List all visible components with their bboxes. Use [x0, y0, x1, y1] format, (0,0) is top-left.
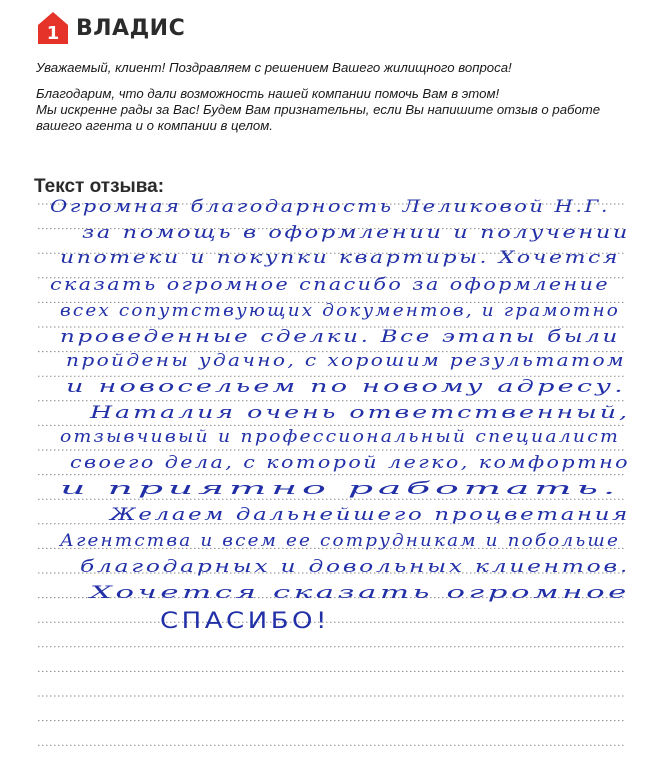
request-line-end: вашего агента и о компании в целом.	[36, 118, 273, 133]
handwritten-line: и новосельем по новому адресу.	[66, 377, 626, 397]
handwritten-line: Хочется сказать огромное	[86, 583, 631, 603]
handwritten-line: Наталия очень ответственный,	[88, 403, 631, 423]
thanks-line: Благодарим, что дали возможность нашей компании помочь Вам в этом!	[36, 86, 500, 101]
request-line: Мы искренне рады за Вас! Будем Вам признательны, если Вы напишите отзыв о работе	[36, 102, 601, 117]
handwritten-line: всех сопутствующих документов, и грамотно	[60, 301, 620, 321]
handwritten-line: Желаем дальнейшего процветания	[108, 505, 630, 525]
review-heading: Текст отзыва:	[34, 176, 165, 197]
handwritten-line: и приятно работать.	[60, 479, 620, 499]
handwritten-line: своего дела, с которой легко, комфортно	[70, 453, 630, 473]
brand-name: ВЛАДИС	[76, 15, 186, 41]
handwritten-line: проведенные сделки. Все этапы были	[60, 327, 620, 347]
greeting-line: Уважаемый, клиент! Поздравляем с решением Вашего жилищного вопроса!	[36, 60, 512, 75]
handwritten-line: благодарных и довольных клиентов.	[80, 557, 630, 577]
handwritten-line: за помощь в оформлении и получении	[82, 223, 630, 243]
handwritten-line: сказать огромное спасибо за оформление	[50, 275, 610, 295]
handwritten-line: СПАСИБО!	[160, 609, 330, 634]
handwritten-line: ипотеки и покупки квартиры. Хочется	[60, 248, 620, 268]
handwritten-line: Огромная благодарность Леликовой Н.Г.	[50, 197, 610, 217]
handwritten-line: Агентства и всем ее сотрудникам и побольше	[58, 531, 620, 551]
handwritten-line: пройдены удачно, с хорошим результатом	[66, 351, 626, 371]
logo-digit: 1	[46, 23, 60, 44]
handwritten-line: отзывчивый и профессиональный специалист	[60, 427, 620, 447]
